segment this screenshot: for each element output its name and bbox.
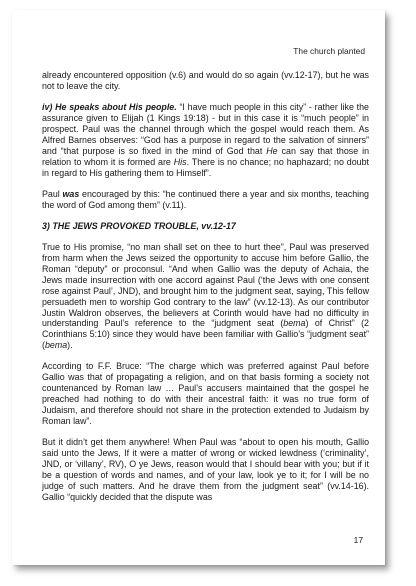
text-run: 3) THE JEWS PROVOKED TROUBLE, vv.12-17 [42,220,236,231]
italic-run: He [266,145,278,156]
text-run: According to F.F. Bruce: “The charge which was preferred against Paul before Gallio was that of propagating a religion, and on that basis forming a society not countenanced by Roman law … Paul’s accusers maintained that the gospel he preached had nothing to do with their ancestral faith: it was no true form of Judaism, and therefore should not share in the protection extended to Judaism by Roman law”. [42,361,369,426]
bold-italic-run [42,102,177,112]
text-run: . There is no chance; no haphazard; no doubt in regard to His gathering them to Himself”. [42,156,369,178]
paragraph [42,437,369,502]
section-heading [42,221,369,232]
book-page [12,10,385,565]
text-run: already encountered opposition (v.6) and would do so again (vv.12-17), but he was not to leave the city. [42,70,369,91]
page-number: 17 [353,535,363,545]
emphasis-text: iv) He speaks about His people. [42,102,177,113]
text-run: “I have much people in this city” - rather like the assurance given to Elijah (1 Kings 19:18) - but in this case it is “much people” in prospect. Paul was the channel through which the gospel would reach them. As Alfred Barnes observes: “God has a purpose in regard to the salvation of sinners” and “that purpose is so fixed in the mind of God that [42,102,369,156]
body-text [42,70,369,513]
italic-run: His [173,156,187,167]
paragraph [42,189,369,211]
running-head: The church planted [293,46,365,56]
paragraph [42,242,369,351]
emphasis-text: was [62,188,80,199]
paragraph [42,361,369,426]
text-run: can say that those in relation to whom it is formed are [42,145,370,167]
paragraph [42,102,369,178]
text-run: Paul [42,188,63,199]
text-run: ) of Christ” (2 Corinthians 5:10) since they would have been familiar with Gallio’s “judgment seat” ( [42,318,369,351]
text-run: True to His promise, “no man shall set on thee to hurt thee”, Paul was preserved from harm when the Jews seized the opportunity to accuse him before Gallio, the Roman “deputy” or proconsul. “And when Gallio was the deputy of Achaia, the Jews made insurrection with one accord against Paul (‘the Jews with one consent rose against Paul’, JND), and brought him to the judgment seat, saying, This fellow persuadeth men to worship God contrary to the law” (vv.12-13). As our contributor Justin Waldron observes, the believers at Corinth would have had no difficulty in understanding Paul’s reference to the “judgment seat ( [42,242,369,329]
text-run: ). [67,340,73,351]
text-run: But it didn’t get them anywhere! When Paul was “about to open his mouth, Gallio said unto the Jews, If it were a matter of wrong or wicked lewdness (‘criminality’, JND, or ‘villany’, RV), O ye Jews, reason would that I should bear with you; but if it be a question of words and names, and of your law, look ye to it; for I will be no judge of such matters. And he drave them from the judgment seat” (vv.14-16). Gallio “quickly decided that the dispute was [42,437,369,502]
italic-run: bema [283,318,306,329]
paragraph [42,70,369,92]
italic-run: bema [44,340,68,351]
text-run: encouraged by this: “he continued there a year and six months, teaching the word of God among them” (v.11). [42,188,369,210]
bold-italic-run [63,189,80,199]
